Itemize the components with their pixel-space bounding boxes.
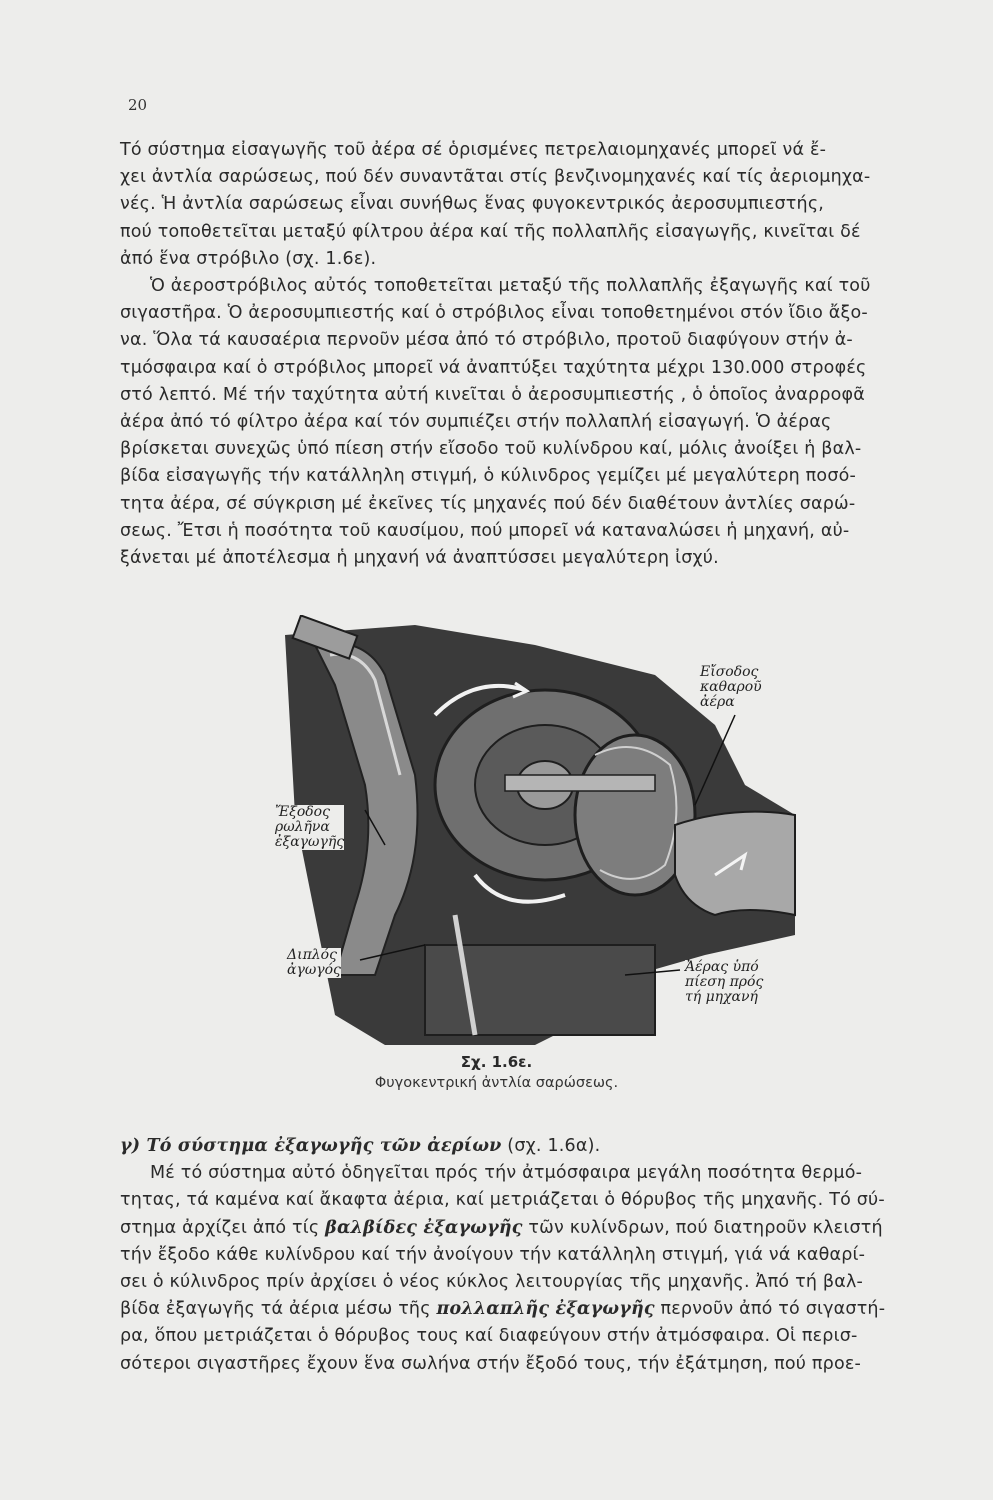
callout-line: ἐξαγωγῆς: [275, 834, 345, 850]
text-line: ἀπό ἕνα στρόβιλο (σχ. 1.6ε).: [120, 248, 377, 269]
text-line: βίδα εἰσαγωγῆς τήν κατάλληλη στιγμή, ὁ κύλινδρος γεμίζει μέ μεγαλύτερη ποσό-: [120, 466, 857, 487]
text-line: χει ἀντλία σαρώσεως, πού δέν συναντᾶται στίς βενζινομηχανές καί τίς ἀεριομηχα-: [120, 167, 871, 188]
text-line: σει ὁ κύλινδρος πρίν ἀρχίσει ὁ νέος κύκλος λειτουργίας τῆς μηχανῆς. Ἀπό τή βαλ-: [120, 1272, 864, 1293]
callout-pressurized-air: [685, 960, 763, 1005]
section-heading: γ) Τό σύστημα ἐξαγωγῆς τῶν ἀερίων: [120, 1136, 502, 1156]
callout-line: καθαροῦ: [700, 679, 762, 695]
text-line: [120, 1215, 950, 1242]
text-line: τμόσφαιρα καί ὁ στρόβιλος μπορεῖ νά ἀναπτύξει ταχύτητα μέχρι 130.000 στροφές: [120, 357, 867, 378]
text-line: σεως. Ἔτσι ἡ ποσότητα τοῦ καυσίμου, πού μπορεῖ νά καταναλώσει ἡ μηχανή, αὐ-: [120, 520, 850, 541]
text-line: [120, 1296, 950, 1323]
text-line: ξάνεται μέ ἀποτέλεσμα ἡ μηχανή νά ἀναπτύσσει μεγαλύτερη ἰσχύ.: [120, 548, 719, 569]
callout-line: Εἴσοδος: [700, 664, 759, 680]
text-span: βίδα ἐξαγωγῆς τά ἀέρια μέσω τῆς: [120, 1299, 437, 1320]
text-line: να. Ὅλα τά καυσαέρια περνοῦν μέσα ἀπό τό στρόβιλο, προτοῦ διαφύγουν στήν ἀ-: [120, 330, 853, 351]
text-line: Τό σύστημα εἰσαγωγῆς τοῦ ἀέρα σέ ὁρισμένες πετρελαιομηχανές μπορεῖ νά ἔ-: [120, 140, 827, 160]
text-line: τητα ἀέρα, σέ σύγκριση μέ ἐκεῖνες τίς μηχανές πού δέν διαθέτουν ἀντλίες σαρώ-: [120, 493, 856, 514]
callout-exhaust-outlet: [275, 805, 344, 850]
section-heading-ref: (σχ. 1.6α).: [501, 1136, 601, 1156]
paragraph-exhaust-system: [120, 1133, 950, 1378]
text-span: τῶν κυλίνδρων, πού διατηροῦν κλειστή: [522, 1217, 883, 1238]
text-line: στό λεπτό. Μέ τήν ταχύτητα αὐτή κινεῖται ὁ ἀεροσυμπιεστής , ὁ ὁποῖος ἀναρροφᾶ: [120, 384, 866, 405]
figure-caption: Φυγοκεντρική ἀντλία σαρώσεως.: [374, 1075, 619, 1091]
text-line: τητας, τά καμένα καί ἄκαφτα ἀέρια, καί μετριάζεται ὁ θόρυβος τῆς μηχανῆς. Τό σύ-: [120, 1190, 885, 1211]
text-line: Ὁ ἀεροστρόβιλος αὐτός τοποθετεῖται μεταξύ τῆς πολλαπλῆς ἐξαγωγῆς καί τοῦ: [150, 276, 871, 297]
text-span: στημα ἀρχίζει ἀπό τίς: [120, 1217, 326, 1238]
emphasis-exhaust-valves: βαλβίδες ἐξαγωγῆς: [325, 1217, 523, 1238]
callout-line: ἀγωγός: [287, 962, 341, 978]
callout-line: πίεση πρός: [685, 974, 764, 990]
callout-clean-air-inlet: [700, 665, 762, 710]
section-heading-line: [120, 1133, 950, 1160]
text-line: σότεροι σιγαστῆρες ἔχουν ἕνα σωλήνα στήν ἔξοδό τους, τήν ἐξάτμηση, πού προε-: [120, 1353, 862, 1374]
text-line: σιγαστῆρα. Ὁ ἀεροσυμπιεστής καί ὁ στρόβιλος εἶναι τοποθετημένοι στόν ἴδιο ἄξο-: [120, 303, 868, 324]
text-span: περνοῦν ἀπό τό σιγαστή-: [654, 1299, 886, 1320]
text-line: Μέ τό σύστημα αὐτό ὁδηγεῖται πρός τήν ἀτμόσφαιρα μεγάλη ποσότητα θερμό-: [150, 1163, 863, 1184]
text-line: πού τοποθετεῖται μεταξύ φίλτρου ἀέρα καί τῆς πολλαπλῆς εἰσαγωγῆς, κινεῖται δέ: [120, 221, 861, 242]
turbocharger-figure: [275, 615, 805, 1045]
callout-line: ἀέρα: [700, 694, 735, 710]
text-line: νές. Ἡ ἀντλία σαρώσεως εἶναι συνήθως ἕνας φυγοκεντρικός ἀεροσυμπιεστής,: [120, 194, 825, 215]
callout-line: Ἔξοδος: [275, 804, 330, 820]
figure-label: Σχ. 1.6ε.: [460, 1053, 533, 1071]
callout-line: Ἀέρας ὑπό: [685, 959, 759, 975]
page-number: 20: [128, 96, 148, 114]
emphasis-exhaust-manifold: πολλαπλῆς ἐξαγωγῆς: [436, 1299, 655, 1320]
callout-line: ρωλῆνα: [275, 819, 330, 835]
text-line: βρίσκεται συνεχῶς ὑπό πίεση στήν εἴσοδο τοῦ κυλίνδρου καί, μόλις ἀνοίξει ἡ βαλ-: [120, 439, 862, 460]
text-line: ἀέρα ἀπό τό φίλτρο ἀέρα καί τόν συμπιέζει στήν πολλαπλή εἰσαγωγή. Ὁ ἀέρας: [120, 412, 832, 433]
callout-line: τή μηχανή: [685, 989, 758, 1005]
callout-line: Διπλός: [287, 947, 337, 963]
callout-double-duct: [287, 948, 341, 978]
text-line: ρα, ὅπου μετριάζεται ὁ θόρυβος τους καί διαφεύγουν στήν ἀτμόσφαιρα. Οἱ περισ-: [120, 1326, 858, 1347]
text-line: τήν ἔξοδο κάθε κυλίνδρου καί τήν ἀνοίγουν τήν κατάλληλη στιγμή, γιά νά καθαρί-: [120, 1244, 866, 1265]
paragraph-scavenging-pump: [120, 137, 950, 572]
